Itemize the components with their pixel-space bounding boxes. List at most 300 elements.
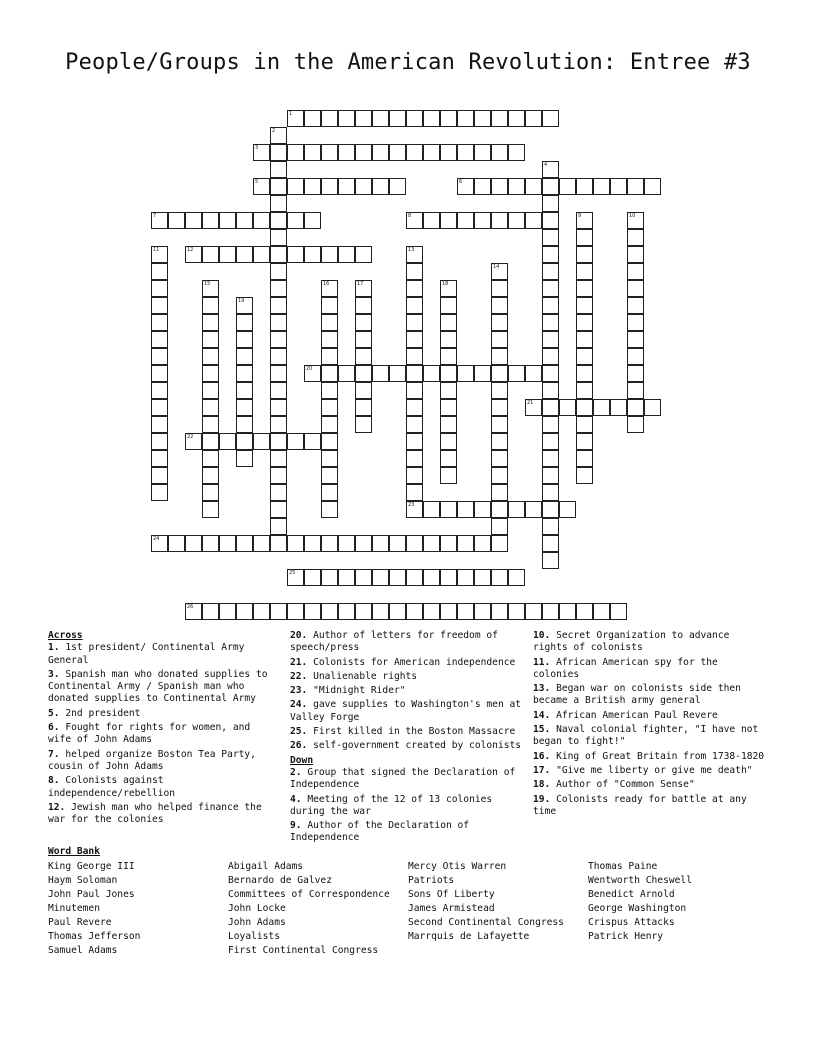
grid-cell[interactable] bbox=[236, 331, 253, 348]
grid-cell[interactable] bbox=[202, 433, 219, 450]
grid-cell[interactable] bbox=[627, 178, 644, 195]
grid-cell[interactable] bbox=[491, 569, 508, 586]
grid-cell[interactable] bbox=[202, 484, 219, 501]
grid-cell[interactable] bbox=[508, 144, 525, 161]
grid-cell[interactable] bbox=[559, 603, 576, 620]
grid-cell[interactable] bbox=[576, 297, 593, 314]
grid-cell[interactable] bbox=[576, 399, 593, 416]
grid-cell[interactable] bbox=[491, 416, 508, 433]
grid-cell[interactable] bbox=[474, 110, 491, 127]
grid-cell[interactable] bbox=[593, 603, 610, 620]
grid-cell[interactable] bbox=[644, 399, 661, 416]
grid-cell[interactable] bbox=[440, 365, 457, 382]
grid-cell[interactable] bbox=[457, 212, 474, 229]
grid-cell[interactable] bbox=[151, 467, 168, 484]
grid-cell[interactable] bbox=[559, 501, 576, 518]
grid-cell[interactable] bbox=[406, 297, 423, 314]
grid-cell[interactable] bbox=[304, 144, 321, 161]
grid-cell[interactable] bbox=[542, 110, 559, 127]
grid-cell[interactable] bbox=[508, 603, 525, 620]
grid-cell[interactable] bbox=[338, 603, 355, 620]
grid-cell[interactable] bbox=[491, 144, 508, 161]
grid-cell[interactable] bbox=[457, 110, 474, 127]
grid-cell[interactable] bbox=[338, 246, 355, 263]
grid-cell[interactable] bbox=[576, 603, 593, 620]
grid-cell[interactable] bbox=[542, 535, 559, 552]
grid-cell[interactable] bbox=[236, 314, 253, 331]
grid-cell[interactable] bbox=[202, 467, 219, 484]
grid-cell[interactable] bbox=[372, 365, 389, 382]
grid-cell[interactable] bbox=[406, 110, 423, 127]
grid-cell[interactable] bbox=[321, 246, 338, 263]
grid-cell[interactable] bbox=[270, 331, 287, 348]
grid-cell[interactable] bbox=[406, 416, 423, 433]
grid-cell[interactable] bbox=[542, 450, 559, 467]
grid-cell[interactable] bbox=[202, 348, 219, 365]
grid-cell[interactable] bbox=[151, 348, 168, 365]
grid-cell[interactable] bbox=[406, 331, 423, 348]
grid-cell[interactable] bbox=[423, 110, 440, 127]
grid-cell[interactable] bbox=[185, 433, 202, 450]
grid-cell[interactable] bbox=[202, 331, 219, 348]
grid-cell[interactable] bbox=[151, 246, 168, 263]
grid-cell[interactable] bbox=[508, 365, 525, 382]
grid-cell[interactable] bbox=[270, 603, 287, 620]
grid-cell[interactable] bbox=[406, 501, 423, 518]
grid-cell[interactable] bbox=[202, 314, 219, 331]
grid-cell[interactable] bbox=[491, 263, 508, 280]
grid-cell[interactable] bbox=[355, 535, 372, 552]
grid-cell[interactable] bbox=[406, 399, 423, 416]
grid-cell[interactable] bbox=[270, 127, 287, 144]
grid-cell[interactable] bbox=[321, 399, 338, 416]
grid-cell[interactable] bbox=[202, 382, 219, 399]
grid-cell[interactable] bbox=[542, 484, 559, 501]
grid-cell[interactable] bbox=[355, 178, 372, 195]
grid-cell[interactable] bbox=[457, 603, 474, 620]
grid-cell[interactable] bbox=[253, 603, 270, 620]
grid-cell[interactable] bbox=[202, 280, 219, 297]
grid-cell[interactable] bbox=[355, 110, 372, 127]
grid-cell[interactable] bbox=[542, 280, 559, 297]
grid-cell[interactable] bbox=[270, 467, 287, 484]
grid-cell[interactable] bbox=[542, 348, 559, 365]
grid-cell[interactable] bbox=[542, 399, 559, 416]
grid-cell[interactable] bbox=[355, 246, 372, 263]
grid-cell[interactable] bbox=[576, 263, 593, 280]
grid-cell[interactable] bbox=[406, 535, 423, 552]
grid-cell[interactable] bbox=[236, 365, 253, 382]
grid-cell[interactable] bbox=[236, 297, 253, 314]
grid-cell[interactable] bbox=[576, 382, 593, 399]
grid-cell[interactable] bbox=[508, 110, 525, 127]
grid-cell[interactable] bbox=[389, 178, 406, 195]
grid-cell[interactable] bbox=[474, 178, 491, 195]
grid-cell[interactable] bbox=[491, 467, 508, 484]
grid-cell[interactable] bbox=[151, 263, 168, 280]
grid-cell[interactable] bbox=[406, 569, 423, 586]
grid-cell[interactable] bbox=[236, 535, 253, 552]
grid-cell[interactable] bbox=[389, 535, 406, 552]
grid-cell[interactable] bbox=[627, 246, 644, 263]
grid-cell[interactable] bbox=[440, 144, 457, 161]
grid-cell[interactable] bbox=[627, 331, 644, 348]
grid-cell[interactable] bbox=[542, 416, 559, 433]
grid-cell[interactable] bbox=[576, 433, 593, 450]
grid-cell[interactable] bbox=[321, 144, 338, 161]
grid-cell[interactable] bbox=[151, 535, 168, 552]
grid-cell[interactable] bbox=[151, 331, 168, 348]
grid-cell[interactable] bbox=[270, 246, 287, 263]
grid-cell[interactable] bbox=[491, 178, 508, 195]
grid-cell[interactable] bbox=[236, 416, 253, 433]
grid-cell[interactable] bbox=[491, 365, 508, 382]
grid-cell[interactable] bbox=[542, 195, 559, 212]
grid-cell[interactable] bbox=[457, 501, 474, 518]
grid-cell[interactable] bbox=[542, 552, 559, 569]
grid-cell[interactable] bbox=[542, 263, 559, 280]
grid-cell[interactable] bbox=[219, 246, 236, 263]
grid-cell[interactable] bbox=[627, 365, 644, 382]
grid-cell[interactable] bbox=[576, 314, 593, 331]
grid-cell[interactable] bbox=[372, 569, 389, 586]
grid-cell[interactable] bbox=[338, 535, 355, 552]
grid-cell[interactable] bbox=[321, 331, 338, 348]
grid-cell[interactable] bbox=[474, 144, 491, 161]
grid-cell[interactable] bbox=[491, 535, 508, 552]
grid-cell[interactable] bbox=[287, 535, 304, 552]
grid-cell[interactable] bbox=[355, 331, 372, 348]
grid-cell[interactable] bbox=[474, 535, 491, 552]
grid-cell[interactable] bbox=[270, 263, 287, 280]
grid-cell[interactable] bbox=[338, 144, 355, 161]
grid-cell[interactable] bbox=[627, 382, 644, 399]
grid-cell[interactable] bbox=[406, 433, 423, 450]
grid-cell[interactable] bbox=[321, 433, 338, 450]
grid-cell[interactable] bbox=[321, 297, 338, 314]
grid-cell[interactable] bbox=[304, 569, 321, 586]
grid-cell[interactable] bbox=[304, 212, 321, 229]
grid-cell[interactable] bbox=[185, 603, 202, 620]
grid-cell[interactable] bbox=[202, 246, 219, 263]
grid-cell[interactable] bbox=[423, 212, 440, 229]
grid-cell[interactable] bbox=[202, 603, 219, 620]
grid-cell[interactable] bbox=[304, 246, 321, 263]
grid-cell[interactable] bbox=[440, 416, 457, 433]
grid-cell[interactable] bbox=[440, 297, 457, 314]
grid-cell[interactable] bbox=[440, 433, 457, 450]
grid-cell[interactable] bbox=[576, 467, 593, 484]
grid-cell[interactable] bbox=[423, 569, 440, 586]
grid-cell[interactable] bbox=[440, 280, 457, 297]
grid-cell[interactable] bbox=[576, 229, 593, 246]
grid-cell[interactable] bbox=[151, 450, 168, 467]
grid-cell[interactable] bbox=[440, 569, 457, 586]
grid-cell[interactable] bbox=[236, 450, 253, 467]
grid-cell[interactable] bbox=[576, 178, 593, 195]
grid-cell[interactable] bbox=[491, 314, 508, 331]
grid-cell[interactable] bbox=[287, 212, 304, 229]
grid-cell[interactable] bbox=[559, 178, 576, 195]
grid-cell[interactable] bbox=[338, 365, 355, 382]
grid-cell[interactable] bbox=[321, 535, 338, 552]
grid-cell[interactable] bbox=[576, 450, 593, 467]
grid-cell[interactable] bbox=[457, 178, 474, 195]
grid-cell[interactable] bbox=[372, 110, 389, 127]
grid-cell[interactable] bbox=[202, 416, 219, 433]
grid-cell[interactable] bbox=[270, 365, 287, 382]
grid-cell[interactable] bbox=[168, 535, 185, 552]
grid-cell[interactable] bbox=[440, 331, 457, 348]
grid-cell[interactable] bbox=[202, 501, 219, 518]
grid-cell[interactable] bbox=[525, 110, 542, 127]
grid-cell[interactable] bbox=[542, 314, 559, 331]
grid-cell[interactable] bbox=[151, 382, 168, 399]
grid-cell[interactable] bbox=[270, 450, 287, 467]
grid-cell[interactable] bbox=[593, 399, 610, 416]
grid-cell[interactable] bbox=[304, 110, 321, 127]
grid-cell[interactable] bbox=[542, 603, 559, 620]
grid-cell[interactable] bbox=[338, 110, 355, 127]
grid-cell[interactable] bbox=[287, 569, 304, 586]
grid-cell[interactable] bbox=[270, 416, 287, 433]
grid-cell[interactable] bbox=[355, 297, 372, 314]
grid-cell[interactable] bbox=[287, 246, 304, 263]
grid-cell[interactable] bbox=[542, 467, 559, 484]
grid-cell[interactable] bbox=[321, 467, 338, 484]
grid-cell[interactable] bbox=[474, 212, 491, 229]
grid-cell[interactable] bbox=[304, 365, 321, 382]
grid-cell[interactable] bbox=[610, 603, 627, 620]
grid-cell[interactable] bbox=[576, 280, 593, 297]
grid-cell[interactable] bbox=[202, 399, 219, 416]
grid-cell[interactable] bbox=[542, 518, 559, 535]
grid-cell[interactable] bbox=[627, 263, 644, 280]
grid-cell[interactable] bbox=[219, 433, 236, 450]
grid-cell[interactable] bbox=[151, 399, 168, 416]
grid-cell[interactable] bbox=[406, 348, 423, 365]
grid-cell[interactable] bbox=[270, 161, 287, 178]
grid-cell[interactable] bbox=[440, 535, 457, 552]
grid-cell[interactable] bbox=[202, 535, 219, 552]
grid-cell[interactable] bbox=[440, 467, 457, 484]
grid-cell[interactable] bbox=[491, 110, 508, 127]
grid-cell[interactable] bbox=[406, 144, 423, 161]
grid-cell[interactable] bbox=[270, 348, 287, 365]
grid-cell[interactable] bbox=[321, 450, 338, 467]
grid-cell[interactable] bbox=[355, 365, 372, 382]
grid-cell[interactable] bbox=[440, 603, 457, 620]
grid-cell[interactable] bbox=[576, 212, 593, 229]
grid-cell[interactable] bbox=[542, 161, 559, 178]
grid-cell[interactable] bbox=[406, 484, 423, 501]
grid-cell[interactable] bbox=[151, 297, 168, 314]
grid-cell[interactable] bbox=[151, 484, 168, 501]
grid-cell[interactable] bbox=[151, 280, 168, 297]
grid-cell[interactable] bbox=[627, 348, 644, 365]
grid-cell[interactable] bbox=[236, 246, 253, 263]
grid-cell[interactable] bbox=[474, 569, 491, 586]
grid-cell[interactable] bbox=[440, 212, 457, 229]
grid-cell[interactable] bbox=[576, 365, 593, 382]
grid-cell[interactable] bbox=[491, 382, 508, 399]
grid-cell[interactable] bbox=[389, 603, 406, 620]
grid-cell[interactable] bbox=[542, 178, 559, 195]
grid-cell[interactable] bbox=[253, 178, 270, 195]
grid-cell[interactable] bbox=[253, 144, 270, 161]
grid-cell[interactable] bbox=[304, 535, 321, 552]
grid-cell[interactable] bbox=[236, 382, 253, 399]
grid-cell[interactable] bbox=[321, 382, 338, 399]
grid-cell[interactable] bbox=[270, 382, 287, 399]
grid-cell[interactable] bbox=[270, 212, 287, 229]
grid-cell[interactable] bbox=[321, 110, 338, 127]
grid-cell[interactable] bbox=[321, 569, 338, 586]
grid-cell[interactable] bbox=[644, 178, 661, 195]
grid-cell[interactable] bbox=[406, 263, 423, 280]
grid-cell[interactable] bbox=[270, 433, 287, 450]
grid-cell[interactable] bbox=[542, 433, 559, 450]
grid-cell[interactable] bbox=[593, 178, 610, 195]
grid-cell[interactable] bbox=[321, 365, 338, 382]
grid-cell[interactable] bbox=[423, 501, 440, 518]
grid-cell[interactable] bbox=[304, 603, 321, 620]
grid-cell[interactable] bbox=[270, 399, 287, 416]
grid-cell[interactable] bbox=[474, 501, 491, 518]
grid-cell[interactable] bbox=[542, 246, 559, 263]
grid-cell[interactable] bbox=[321, 416, 338, 433]
grid-cell[interactable] bbox=[151, 433, 168, 450]
grid-cell[interactable] bbox=[270, 484, 287, 501]
grid-cell[interactable] bbox=[576, 416, 593, 433]
grid-cell[interactable] bbox=[372, 603, 389, 620]
grid-cell[interactable] bbox=[151, 212, 168, 229]
grid-cell[interactable] bbox=[627, 280, 644, 297]
grid-cell[interactable] bbox=[321, 314, 338, 331]
grid-cell[interactable] bbox=[610, 399, 627, 416]
grid-cell[interactable] bbox=[508, 212, 525, 229]
grid-cell[interactable] bbox=[491, 399, 508, 416]
grid-cell[interactable] bbox=[491, 331, 508, 348]
grid-cell[interactable] bbox=[253, 433, 270, 450]
grid-cell[interactable] bbox=[525, 212, 542, 229]
grid-cell[interactable] bbox=[406, 382, 423, 399]
grid-cell[interactable] bbox=[423, 144, 440, 161]
grid-cell[interactable] bbox=[627, 314, 644, 331]
grid-cell[interactable] bbox=[202, 212, 219, 229]
grid-cell[interactable] bbox=[406, 467, 423, 484]
grid-cell[interactable] bbox=[321, 280, 338, 297]
grid-cell[interactable] bbox=[627, 416, 644, 433]
grid-cell[interactable] bbox=[576, 246, 593, 263]
grid-cell[interactable] bbox=[627, 212, 644, 229]
grid-cell[interactable] bbox=[389, 110, 406, 127]
grid-cell[interactable] bbox=[270, 535, 287, 552]
grid-cell[interactable] bbox=[321, 178, 338, 195]
grid-cell[interactable] bbox=[321, 484, 338, 501]
grid-cell[interactable] bbox=[457, 144, 474, 161]
grid-cell[interactable] bbox=[151, 314, 168, 331]
grid-cell[interactable] bbox=[355, 399, 372, 416]
grid-cell[interactable] bbox=[321, 603, 338, 620]
grid-cell[interactable] bbox=[202, 450, 219, 467]
grid-cell[interactable] bbox=[491, 450, 508, 467]
grid-cell[interactable] bbox=[542, 365, 559, 382]
grid-cell[interactable] bbox=[423, 535, 440, 552]
grid-cell[interactable] bbox=[270, 314, 287, 331]
grid-cell[interactable] bbox=[627, 297, 644, 314]
grid-cell[interactable] bbox=[236, 348, 253, 365]
grid-cell[interactable] bbox=[389, 365, 406, 382]
grid-cell[interactable] bbox=[491, 603, 508, 620]
grid-cell[interactable] bbox=[457, 365, 474, 382]
grid-cell[interactable] bbox=[304, 178, 321, 195]
grid-cell[interactable] bbox=[321, 501, 338, 518]
grid-cell[interactable] bbox=[236, 433, 253, 450]
grid-cell[interactable] bbox=[372, 178, 389, 195]
grid-cell[interactable] bbox=[423, 603, 440, 620]
grid-cell[interactable] bbox=[491, 484, 508, 501]
grid-cell[interactable] bbox=[338, 569, 355, 586]
grid-cell[interactable] bbox=[338, 178, 355, 195]
grid-cell[interactable] bbox=[525, 501, 542, 518]
grid-cell[interactable] bbox=[525, 178, 542, 195]
grid-cell[interactable] bbox=[219, 603, 236, 620]
grid-cell[interactable] bbox=[542, 229, 559, 246]
grid-cell[interactable] bbox=[474, 365, 491, 382]
grid-cell[interactable] bbox=[406, 603, 423, 620]
grid-cell[interactable] bbox=[491, 212, 508, 229]
grid-cell[interactable] bbox=[185, 246, 202, 263]
grid-cell[interactable] bbox=[474, 603, 491, 620]
grid-cell[interactable] bbox=[491, 280, 508, 297]
grid-cell[interactable] bbox=[457, 535, 474, 552]
grid-cell[interactable] bbox=[491, 518, 508, 535]
grid-cell[interactable] bbox=[508, 569, 525, 586]
grid-cell[interactable] bbox=[355, 569, 372, 586]
grid-cell[interactable] bbox=[287, 110, 304, 127]
grid-cell[interactable] bbox=[287, 144, 304, 161]
grid-cell[interactable] bbox=[355, 416, 372, 433]
grid-cell[interactable] bbox=[542, 212, 559, 229]
grid-cell[interactable] bbox=[219, 212, 236, 229]
grid-cell[interactable] bbox=[406, 212, 423, 229]
grid-cell[interactable] bbox=[440, 450, 457, 467]
grid-cell[interactable] bbox=[355, 144, 372, 161]
grid-cell[interactable] bbox=[440, 399, 457, 416]
grid-cell[interactable] bbox=[525, 399, 542, 416]
grid-cell[interactable] bbox=[610, 178, 627, 195]
grid-cell[interactable] bbox=[372, 144, 389, 161]
grid-cell[interactable] bbox=[185, 212, 202, 229]
grid-cell[interactable] bbox=[440, 501, 457, 518]
grid-cell[interactable] bbox=[270, 144, 287, 161]
grid-cell[interactable] bbox=[270, 229, 287, 246]
grid-cell[interactable] bbox=[491, 433, 508, 450]
grid-cell[interactable] bbox=[542, 331, 559, 348]
grid-cell[interactable] bbox=[440, 382, 457, 399]
grid-cell[interactable] bbox=[185, 535, 202, 552]
grid-cell[interactable] bbox=[525, 365, 542, 382]
grid-cell[interactable] bbox=[406, 450, 423, 467]
grid-cell[interactable] bbox=[491, 297, 508, 314]
grid-cell[interactable] bbox=[270, 195, 287, 212]
grid-cell[interactable] bbox=[576, 348, 593, 365]
grid-cell[interactable] bbox=[389, 569, 406, 586]
grid-cell[interactable] bbox=[151, 365, 168, 382]
grid-cell[interactable] bbox=[253, 535, 270, 552]
grid-cell[interactable] bbox=[406, 246, 423, 263]
